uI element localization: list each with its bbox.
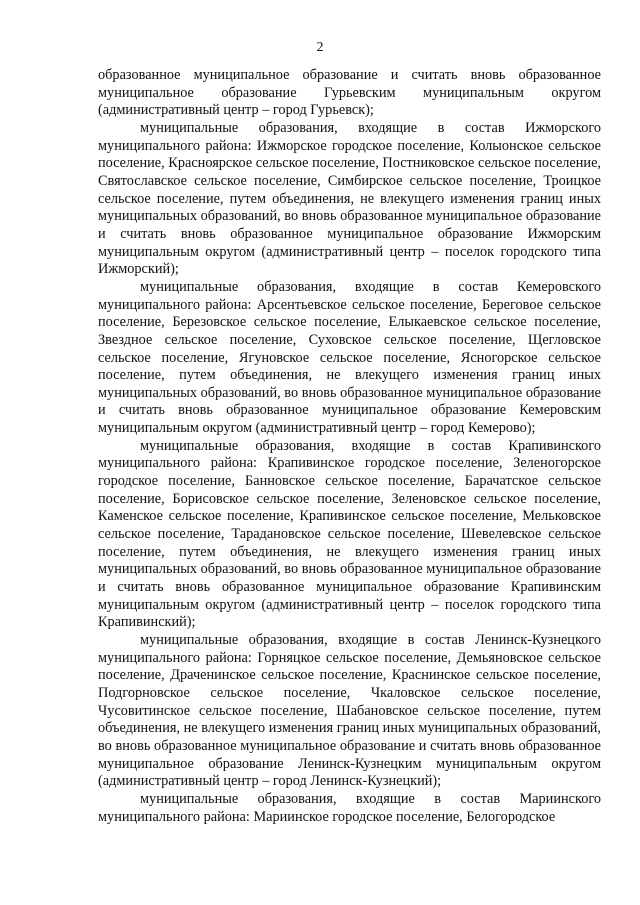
paragraph-krapivinsky: муниципальные образования, входящие в состав Крапивинского муниципального района: Крапивинское городское поселение, Зеленогорское городское поселение, Банновское сельское поселение, Барачатское сельское поселение, Борисовское сельское поселение, Зеленовское сельское поселение, Каменское сельское поселение, Крапивинское сельское поселение, Мельковское сельское поселение, Тарадановское сельское поселение, Шевелевское сельское поселение, путем объединения, не влекущего изменения границ иных муниципальных образований, во вновь образованное муниципальное образование и считать вновь образованное муниципальное образование Крапивинским муниципальным округом (административный центр – поселок городского типа Крапивинский);: [98, 437, 601, 631]
paragraph-mariinsky: муниципальные образования, входящие в состав Мариинского муниципального района: Мариинское городское поселение, Белогородское: [98, 790, 601, 825]
paragraph-gurievsk-continued: образованное муниципальное образование и считать вновь образованное муниципальное образование Гурьевским муниципальным округом (административный центр – город Гурьевск);: [98, 67, 601, 119]
document-body: [98, 67, 601, 826]
paragraph-leninsk-kuznetsky: муниципальные образования, входящие в состав Ленинск-Кузнецкого муниципального района: Горняцкое сельское поселение, Демьяновское сельское поселение, Драченинское сельское поселение, Краснинское сельское поселение, Подгорновское сельское поселение, Чкаловское сельское поселение, Чусовитинское сельское поселение, Шабановское сельское поселение, путем объединения, не влекущего изменения границ иных муниципальных образований, во вновь образованное муниципальное образование и считать вновь образованное муниципальное образование Ленинск-Кузнецким муниципальным округом (административный центр – город Ленинск-Кузнецкий);: [98, 632, 601, 790]
paragraph-kemerovsky: муниципальные образования, входящие в состав Кемеровского муниципального района: Арсентьевское сельское поселение, Береговое сельское поселение, Березовское сельское поселение, Елыкаевское сельское поселение, Звездное сельское поселение, Суховское сельское поселение, Щегловское сельское поселение, Ягуновское сельское поселение, Ясногорское сельское поселение, путем объединения, не влекущего изменения границ иных муниципальных образований, во вновь образованное муниципальное образование и считать вновь образованное муниципальное образование Кемеровским муниципальным округом (административный центр – город Кемерово);: [98, 278, 601, 437]
page-number: 2: [316, 40, 324, 55]
paragraph-izhmorsky: муниципальные образования, входящие в состав Ижморского муниципального района: Ижморское городское поселение, Колыонское сельское поселение, Красноярское сельское поселение, Постниковское сельское поселение, Святославское сельское поселение, Симбирское сельское поселение, Троицкое сельское поселение, путем объединения, не влекущего изменения границ иных муниципальных образований, во вновь образованное муниципальное образование и считать вновь образованное муниципальное образование Ижморским муниципальным округом (административный центр – поселок городского типа Ижморский);: [98, 119, 601, 278]
